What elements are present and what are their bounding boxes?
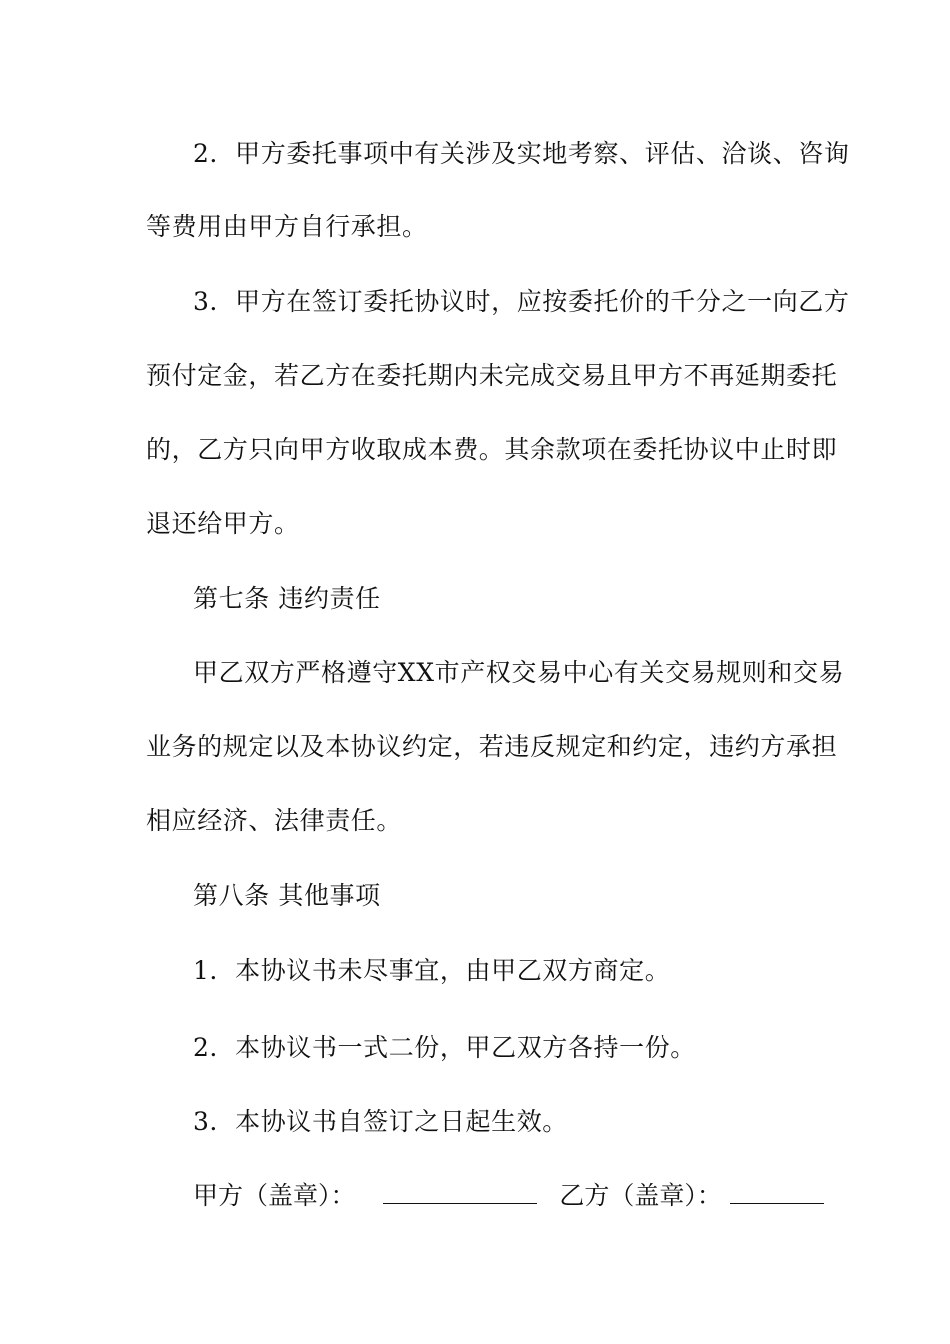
- paragraph-line: 退还给甲方。: [146, 509, 300, 538]
- paragraph-line: 相应经济、法律责任。: [146, 806, 403, 835]
- paragraph-line: 2．甲方委托事项中有关涉及实地考察、评估、洽谈、咨询: [193, 139, 850, 168]
- party-a-label: 甲方（盖章）：: [193, 1181, 356, 1210]
- paragraph-line: 1．本协议书未尽事宜，由甲乙双方商定。: [193, 956, 671, 985]
- paragraph-line: 2．本协议书一式二份，甲乙双方各持一份。: [193, 1033, 696, 1062]
- section-heading: 第八条 其他事项: [193, 881, 381, 910]
- section-heading: 第七条 违约责任: [193, 584, 381, 613]
- party-a-signature-blank: [383, 1181, 537, 1204]
- paragraph-line: 的，乙方只向甲方收取成本费。其余款项在委托协议中止时即: [146, 435, 838, 464]
- paragraph-line: 甲乙双方严格遵守XX市产权交易中心有关交易规则和交易: [193, 658, 845, 687]
- signature-line: [193, 1181, 824, 1211]
- paragraph-line: 预付定金，若乙方在委托期内未完成交易且甲方不再延期委托: [146, 361, 838, 390]
- paragraph-line: 业务的规定以及本协议约定，若违反规定和约定，违约方承担: [146, 732, 838, 761]
- paragraph-line: 3．甲方在签订委托协议时，应按委托价的千分之一向乙方: [193, 287, 850, 316]
- paragraph-line: 3．本协议书自签订之日起生效。: [193, 1107, 568, 1136]
- paragraph-line: 等费用由甲方自行承担。: [146, 212, 428, 241]
- party-b-label: 乙方（盖章）：: [559, 1181, 722, 1210]
- party-b-signature-blank: [730, 1181, 824, 1204]
